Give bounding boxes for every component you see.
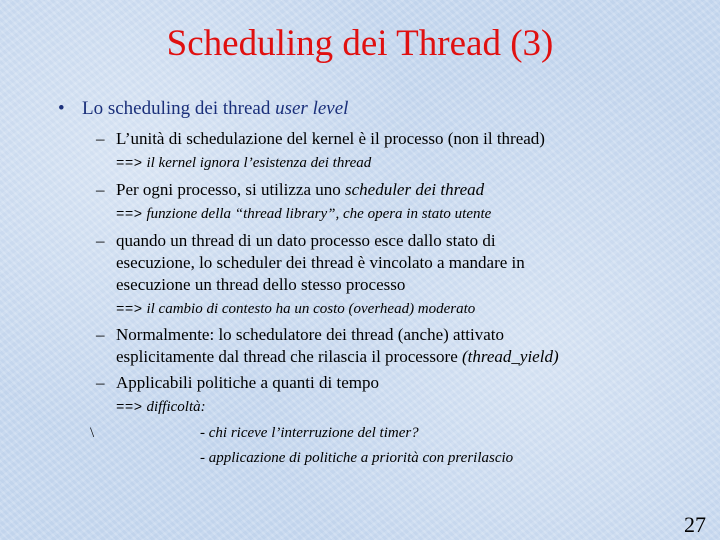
- item-4-line-1: Normalmente: lo schedulatore dei thread (anche) attivato: [116, 325, 505, 344]
- note-1: [116, 155, 371, 172]
- item-1-text: L’unità di schedulazione del kernel è il processo (non il thread): [116, 129, 545, 148]
- slide-title: Scheduling dei Thread (3): [166, 23, 554, 64]
- note-3-text: il cambio di contesto ha un costo (overhead) moderato: [142, 301, 476, 317]
- note-4: [116, 399, 206, 416]
- item-4-line-2: [116, 347, 559, 367]
- arrow-symbol: ==>: [116, 156, 143, 172]
- bullet-emphasis: user level: [275, 98, 349, 119]
- item-3-line-3: esecuzione un thread dello stesso processo: [116, 275, 406, 294]
- bullet-marker: •: [58, 98, 65, 119]
- arrow-symbol: ==>: [116, 400, 143, 416]
- item-3-line-1: quando un thread di un dato processo esce dallo stato di: [116, 231, 496, 250]
- dash-marker: –: [96, 325, 105, 344]
- arrow-symbol: ==>: [116, 302, 143, 318]
- item-2-text: [116, 180, 484, 200]
- note-2: [116, 206, 491, 223]
- note-3: [116, 301, 475, 318]
- item-2-emphasis: scheduler dei thread: [345, 180, 485, 199]
- item-5-text: Applicabili politiche a quanti di tempo: [116, 373, 379, 392]
- item-3-line-2: esecuzione, lo scheduler dei thread è vincolato a mandare in: [116, 253, 525, 272]
- note-4-text: difficoltà:: [142, 399, 206, 415]
- page-number: 27: [684, 512, 706, 537]
- subnote-1: - chi riceve l’interruzione del timer?: [200, 425, 419, 441]
- dash-marker: –: [96, 231, 105, 250]
- backslash-glyph: \: [90, 425, 95, 441]
- bullet-item: [58, 98, 348, 120]
- dash-marker: –: [96, 129, 105, 148]
- dash-marker: –: [96, 180, 105, 199]
- bullet-text: Lo scheduling dei thread: [82, 98, 276, 119]
- note-2-text: funzione della “thread library”, che opera in stato utente: [142, 206, 492, 222]
- arrow-symbol: ==>: [116, 207, 143, 223]
- subnote-2: - applicazione di politiche a priorità con prerilascio: [200, 450, 514, 466]
- item-2-line: Per ogni processo, si utilizza uno: [116, 180, 345, 199]
- note-1-text: il kernel ignora l’esistenza dei thread: [142, 155, 372, 171]
- item-4-emphasis: (thread_yield): [462, 347, 559, 366]
- item-4-line-2-text: esplicitamente dal thread che rilascia il processore: [116, 347, 462, 366]
- dash-marker: –: [96, 373, 105, 392]
